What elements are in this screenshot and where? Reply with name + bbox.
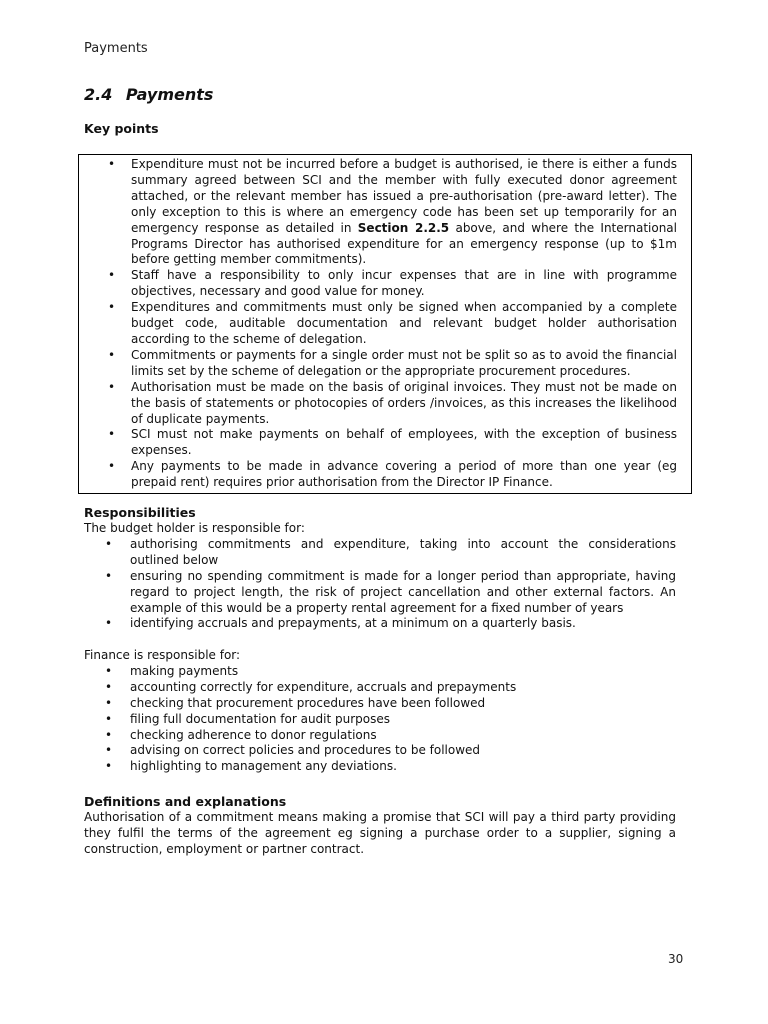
responsibilities-heading: Responsibilities (84, 505, 196, 520)
budget-holder-intro: The budget holder is responsible for: (84, 521, 305, 535)
responsibilities-section (84, 505, 676, 632)
key-point-item: • SCI must not make payments on behalf of employees, with the exception of business expenses. (85, 427, 677, 459)
running-header: Payments (84, 41, 148, 56)
key-point-item: • Commitments or payments for a single order must not be split so as to avoid the financial limits set by the scheme of delegation or the appropriate procurement procedures. (85, 348, 677, 380)
key-point-text: Expenditure must not be incurred before a budget is authorised, ie there is either a funds summary agreed between SCI and the member with fully executed donor agreement attached, or the relevant member has issued a pre-authorisation (pre-award letter). The only exception to this is where an emergency code has been set up temporarily for an emergency response as detailed in (131, 157, 677, 235)
key-points-list (85, 157, 677, 491)
budget-holder-item: • identifying accruals and prepayments, at a minimum on a quarterly basis. (84, 616, 676, 632)
key-point-item: • Expenditures and commitments must only be signed when accompanied by a complete budget code, auditable documentation and relevant budget holder authorisation according to the scheme of delegation. (85, 300, 677, 348)
key-points-heading: Key points (84, 121, 159, 136)
finance-item: • checking that procurement procedures have been followed (84, 696, 676, 712)
finance-item: • advising on correct policies and procedures to be followed (84, 743, 676, 759)
finance-section (84, 648, 676, 775)
section-reference-link[interactable]: Section 2.2.5 (357, 220, 450, 235)
budget-holder-list (84, 537, 676, 632)
section-number: 2.4 (84, 85, 113, 104)
definitions-heading: Definitions and explanations (84, 794, 287, 809)
finance-item: • accounting correctly for expenditure, accruals and prepayments (84, 680, 676, 696)
finance-item: • checking adherence to donor regulations (84, 728, 676, 744)
key-point-item: • Staff have a responsibility to only incur expenses that are in line with programme objectives, necessary and good value for money. (85, 268, 677, 300)
finance-item: • making payments (84, 664, 676, 680)
finance-list (84, 664, 676, 775)
key-point-item: • Authorisation must be made on the basis of original invoices. They must not be made on the basis of statements or photocopies of orders /invoices, as this increases the likelihood of duplicate payments. (85, 380, 677, 428)
page-number: 30 (668, 952, 684, 966)
section-title-text: Payments (125, 85, 214, 104)
definitions-text: Authorisation of a commitment means making a promise that SCI will pay a third party providing they fulfil the terms of the agreement eg signing a purchase order to a supplier, signing a construction, employment or partner contract. (84, 810, 676, 856)
section-title (84, 85, 213, 104)
key-points-box (78, 154, 692, 494)
definitions-section (84, 794, 676, 858)
finance-item: • filing full documentation for audit purposes (84, 712, 676, 728)
finance-intro: Finance is responsible for: (84, 648, 241, 662)
key-point-item: • Any payments to be made in advance covering a period of more than one year (eg prepaid rent) requires prior authorisation from the Director IP Finance. (85, 459, 677, 491)
budget-holder-item: • ensuring no spending commitment is made for a longer period than appropriate, having regard to project length, the risk of project cancellation and other external factors. An example of this would be a property rental agreement for a fixed number of years (84, 569, 676, 617)
budget-holder-item: • authorising commitments and expenditure, taking into account the considerations outlined below (84, 537, 676, 569)
finance-item: • highlighting to management any deviations. (84, 759, 676, 775)
key-point-item (85, 157, 677, 268)
key-point-text: above, and where the International Programs Director has authorised expenditure for an emergency response (up to $1m before getting member commitments). (131, 220, 677, 267)
